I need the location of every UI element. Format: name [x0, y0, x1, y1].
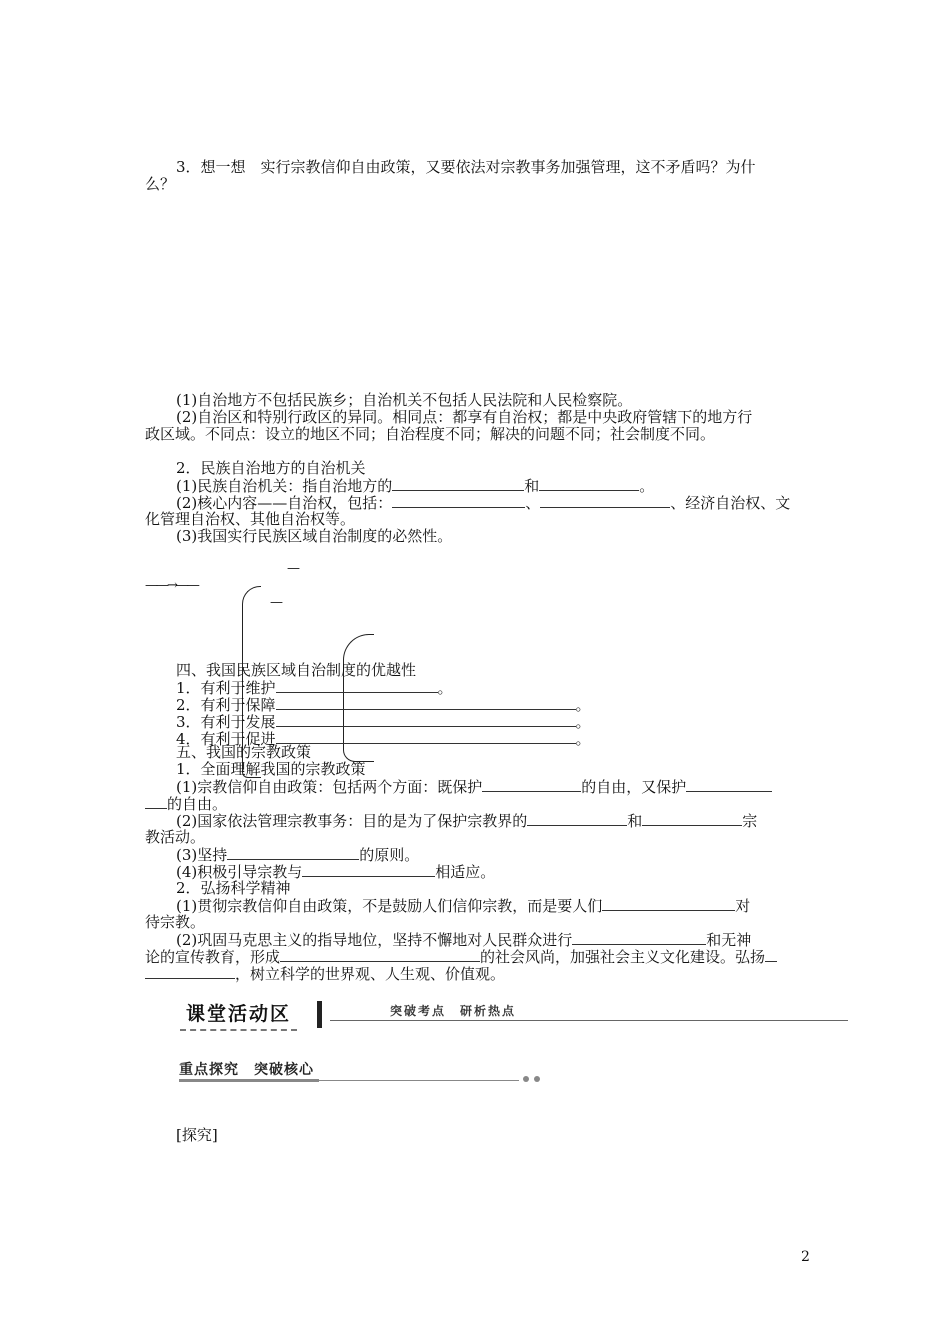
text: 、	[525, 494, 541, 512]
text: 。	[639, 477, 655, 495]
section-5-q1-cont: 待宗教。	[145, 913, 206, 931]
text: 的社会风尚，加强社会主义文化建设。弘扬	[480, 948, 766, 966]
blank[interactable]	[276, 713, 576, 727]
text: 的自由，又保护	[581, 778, 687, 796]
blank[interactable]	[527, 812, 627, 826]
banner-title: 课堂活动区	[180, 999, 297, 1031]
text: 1．有利于维护	[176, 679, 276, 697]
section-5-sub-1: 1．全面理解我国的宗教政策	[176, 760, 366, 778]
blank[interactable]	[227, 846, 359, 860]
section-4-item-1	[176, 679, 453, 697]
text: 2．有利于保障	[176, 696, 276, 714]
section-5-q1	[176, 897, 750, 915]
note-2-line1: (2)自治区和特别行政区的异同。相同点：都享有自治权；都是中央政府管辖下的地方行	[176, 408, 753, 426]
section-4-item-3	[176, 713, 591, 731]
section-5-para-2	[176, 812, 757, 830]
text: 宗	[742, 812, 758, 830]
section-2-item-3: (3)我国实行民族区域自治制度的必然性。	[176, 527, 453, 545]
section-2-item-1	[176, 477, 654, 495]
blank[interactable]	[539, 477, 639, 491]
text: (1)贯彻宗教信仰自由政策，不是鼓励人们信仰宗教，而是要人们	[176, 897, 603, 915]
text: 、经济自治权、文	[670, 494, 791, 512]
section-2-item-2-cont: 化管理自治权、其他自治权等。	[145, 510, 356, 528]
text: (1)宗教信仰自由政策：包括两个方面：既保护	[176, 778, 483, 796]
text: 。	[437, 679, 453, 697]
page-number: 2	[801, 1249, 810, 1265]
diagram-arrow: ——→——	[145, 578, 198, 593]
blank[interactable]	[280, 948, 480, 962]
text: 。	[575, 696, 591, 714]
section-5-para-1-cont	[145, 795, 227, 813]
blank[interactable]	[765, 948, 777, 962]
text: 和无神	[706, 931, 752, 949]
section-5-q2-cont-1	[145, 948, 777, 966]
text: 4．有利于促进	[176, 730, 276, 748]
blank[interactable]	[276, 730, 576, 744]
section-5-para-2-cont: 教活动。	[145, 828, 206, 846]
diagram-dash: —	[270, 595, 283, 610]
dot-icon	[523, 1076, 529, 1082]
section-banner	[180, 999, 848, 1031]
blank[interactable]	[482, 778, 581, 792]
section-5-sub-2: 2．弘扬科学精神	[176, 879, 291, 897]
section-4-title: 四、我国民族区域自治制度的优越性	[176, 661, 417, 679]
text: (3)坚持	[176, 846, 228, 864]
text: 相适应。	[435, 863, 496, 881]
text: 对	[735, 897, 751, 915]
blank[interactable]	[276, 679, 438, 693]
text: (2)核心内容——自治权，包括：	[176, 494, 393, 512]
note-2-line2: 政区域。不同点：设立的地区不同；自治程度不同；解决的问题不同；社会制度不同。	[145, 425, 716, 443]
text: 论的宣传教育，形成	[145, 948, 281, 966]
section-4-item-2	[176, 696, 591, 714]
blank[interactable]	[392, 494, 525, 508]
subsection-rule	[319, 1080, 519, 1081]
blank[interactable]	[602, 897, 735, 911]
text: 。	[575, 713, 591, 731]
text: ，树立科学的世界观、人生观、价值观。	[235, 965, 506, 983]
question-3-line1: 3．想一想 实行宗教信仰自由政策，又要依法对宗教事务加强管理，这不矛盾吗？为什	[176, 158, 756, 176]
blank[interactable]	[686, 778, 772, 792]
text: (1)民族自治机关：指自治地方的	[176, 477, 393, 495]
blank[interactable]	[572, 931, 706, 945]
section-5-title: 五、我国的宗教政策	[176, 743, 312, 761]
section-5-para-1	[176, 778, 772, 796]
question-3-line2: 么？	[145, 175, 176, 193]
text: 的自由。	[167, 795, 228, 813]
text: 和	[524, 477, 540, 495]
subsection-bar	[179, 1079, 319, 1082]
blank[interactable]	[276, 696, 576, 710]
text: 和	[627, 812, 643, 830]
blank[interactable]	[392, 477, 524, 491]
banner-rule	[330, 1020, 848, 1021]
section-5-para-3	[176, 846, 419, 864]
section-2-title: 2．民族自治地方的自治机关	[176, 459, 366, 477]
diagram-dash: —	[287, 561, 300, 576]
section-5-q2-cont-2	[145, 965, 505, 983]
explore-label: [探究]	[176, 1126, 218, 1144]
blank[interactable]	[145, 795, 167, 809]
text: (2)巩固马克思主义的指导地位，坚持不懈地对人民群众进行	[176, 931, 573, 949]
blank[interactable]	[302, 863, 435, 877]
blank[interactable]	[145, 965, 235, 979]
text: 。	[575, 730, 591, 748]
subsection-heading	[179, 1059, 549, 1083]
note-1: (1)自治地方不包括民族乡；自治机关不包括人民法院和人民检察院。	[176, 391, 633, 409]
blank[interactable]	[540, 494, 670, 508]
text: (4)积极引导宗教与	[176, 863, 303, 881]
dot-icon	[534, 1076, 540, 1082]
text: 3．有利于发展	[176, 713, 276, 731]
blank[interactable]	[642, 812, 742, 826]
banner-divider	[317, 1001, 322, 1028]
text: (2)国家依法管理宗教事务：目的是为了保护宗教界的	[176, 812, 528, 830]
subsection-title: 重点探究 突破核心	[179, 1062, 314, 1078]
text: 的原则。	[359, 846, 420, 864]
section-5-q2	[176, 931, 751, 949]
banner-subtitle: 突破考点 研析热点	[390, 1004, 517, 1018]
